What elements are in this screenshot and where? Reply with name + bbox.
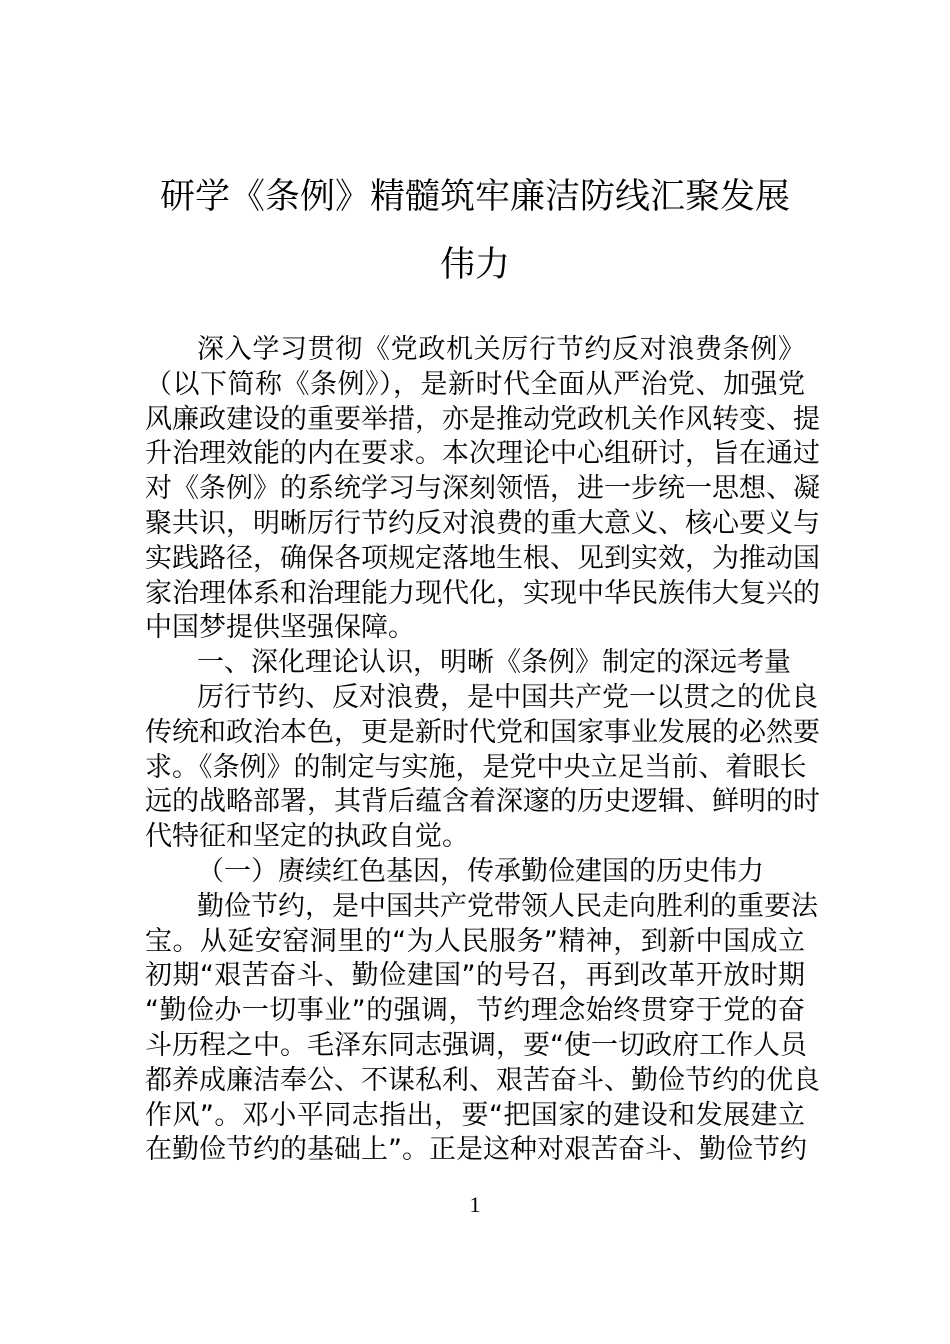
text-line: （以下简称《条例》），是新时代全面从严治党、加强党 (145, 368, 805, 400)
text-line: 中国梦提供坚强保障。 (145, 612, 415, 644)
text-line: 对《条例》的系统学习与深刻领悟，进一步统一思想、凝 (145, 473, 820, 505)
text-line: 聚共识，明晰厉行节约反对浪费的重大意义、核心要义与 (145, 507, 820, 539)
text-line: 勤俭节约，是中国共产党带领人民走向胜利的重要法 (197, 890, 818, 922)
text-line: 厉行节约、反对浪费，是中国共产党一以贯之的优良 (197, 681, 818, 713)
text-line: 在勤俭节约的基础上”。正是这种对艰苦奋斗、勤俭节约 (145, 1134, 807, 1166)
document-body (145, 333, 820, 1168)
text-line: 初期“艰苦奋斗、勤俭建国”的号召，再到改革开放时期 (145, 960, 805, 992)
text-line: 实践路径，确保各项规定落地生根、见到实效，为推动国 (145, 542, 820, 574)
text-line: 求。《条例》的制定与实施，是党中央立足当前、着眼长 (145, 751, 807, 783)
text-line: （一）赓续红色基因，传承勤俭建国的历史伟力 (197, 855, 764, 887)
text-line: 一、深化理论认识，明晰《条例》制定的深远考量 (197, 647, 791, 679)
text-line: 宝。从延安窑洞里的“为人民服务”精神，到新中国成立 (145, 925, 805, 957)
text-line: 都养成廉洁奉公、不谋私利、艰苦奋斗、勤俭节约的优良 (145, 1064, 820, 1096)
text-line: 风廉政建设的重要举措，亦是推动党政机关作风转变、提 (145, 403, 820, 435)
page-number: 1 (469, 1192, 481, 1217)
text-line: 代特征和坚定的执政自觉。 (145, 821, 469, 853)
text-line: 升治理效能的内在要求。本次理论中心组研讨，旨在通过 (145, 438, 820, 470)
text-line: 斗历程之中。毛泽东同志强调，要“使一切政府工作人员 (145, 1029, 807, 1061)
document-title-line-2: 伟力 (439, 245, 510, 285)
text-line: 作风”。邓小平同志指出，要“把国家的建设和发展建立 (145, 1099, 805, 1131)
text-line: “勤俭办一切事业”的强调，节约理念始终贯穿于党的奋 (145, 995, 805, 1027)
text-line: 远的战略部署，其背后蕴含着深邃的历史逻辑、鲜明的时 (145, 786, 820, 818)
text-line: 深入学习贯彻《党政机关厉行节约反对浪费条例》 (197, 334, 805, 365)
text-line: 传统和政治本色，更是新时代党和国家事业发展的必然要 (145, 716, 820, 748)
text-line: 家治理体系和治理能力现代化，实现中华民族伟大复兴的 (145, 577, 820, 609)
document-title-line-1: 研学《条例》精髓筑牢廉洁防线汇聚发展 (159, 177, 790, 217)
